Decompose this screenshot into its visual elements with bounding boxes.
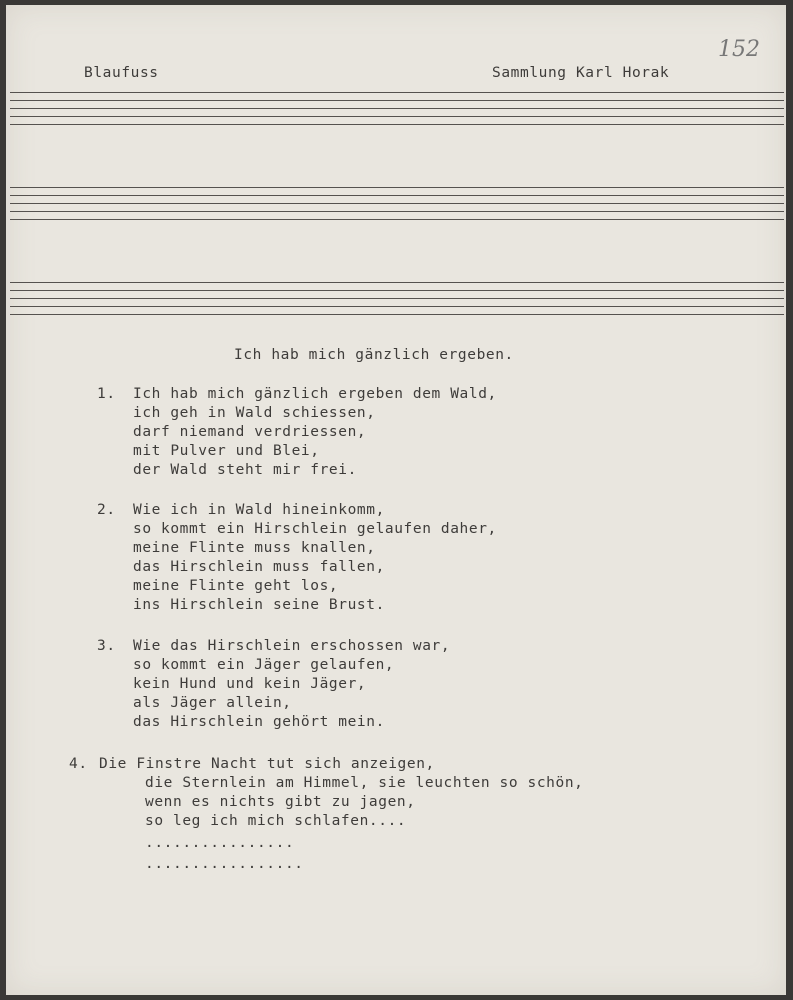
verse-line: kein Hund und kein Jäger,: [133, 676, 367, 692]
dotted-line: ................: [145, 835, 295, 851]
dotted-line: .................: [145, 856, 304, 872]
verse-line: das Hirschlein muss fallen,: [133, 559, 385, 575]
verse-line: ins Hirschlein seine Brust.: [133, 597, 385, 613]
verse-line: als Jäger allein,: [133, 695, 292, 711]
song-title: Ich hab mich gänzlich ergeben.: [234, 347, 514, 363]
verse-line: Ich hab mich gänzlich ergeben dem Wald,: [133, 386, 497, 402]
verse-line: meine Flinte geht los,: [133, 578, 339, 594]
stanza-number: 3.: [97, 638, 116, 654]
stanza-number: 1.: [97, 386, 116, 402]
verse-line: wenn es nichts gibt zu jagen,: [145, 794, 416, 810]
music-staff-1: [10, 92, 784, 132]
music-staff-2: [10, 187, 784, 227]
verse-line: so kommt ein Jäger gelaufen,: [133, 657, 395, 673]
verse-line: Wie das Hirschlein erschossen war,: [133, 638, 451, 654]
verse-line: meine Flinte muss knallen,: [133, 540, 376, 556]
stanza-number: 4.: [69, 756, 88, 772]
verse-line: die Sternlein am Himmel, sie leuchten so schön,: [145, 775, 584, 791]
stanza-number: 2.: [97, 502, 116, 518]
verse-line: der Wald steht mir frei.: [133, 462, 357, 478]
handwritten-page-number: 152: [718, 37, 760, 62]
verse-line: darf niemand verdriessen,: [133, 424, 367, 440]
verse-line: mit Pulver und Blei,: [133, 443, 320, 459]
verse-line: so leg ich mich schlafen....: [145, 813, 407, 829]
verse-line: Die Finstre Nacht tut sich anzeigen,: [99, 756, 435, 772]
verse-line: ich geh in Wald schiessen,: [133, 405, 376, 421]
document-sheet: [6, 5, 786, 995]
verse-line: so kommt ein Hirschlein gelaufen daher,: [133, 521, 497, 537]
header-right: Sammlung Karl Horak: [492, 65, 670, 81]
verse-line: das Hirschlein gehört mein.: [133, 714, 385, 730]
header-left: Blaufuss: [84, 65, 159, 81]
verse-line: Wie ich in Wald hineinkomm,: [133, 502, 385, 518]
music-staff-3: [10, 282, 784, 322]
